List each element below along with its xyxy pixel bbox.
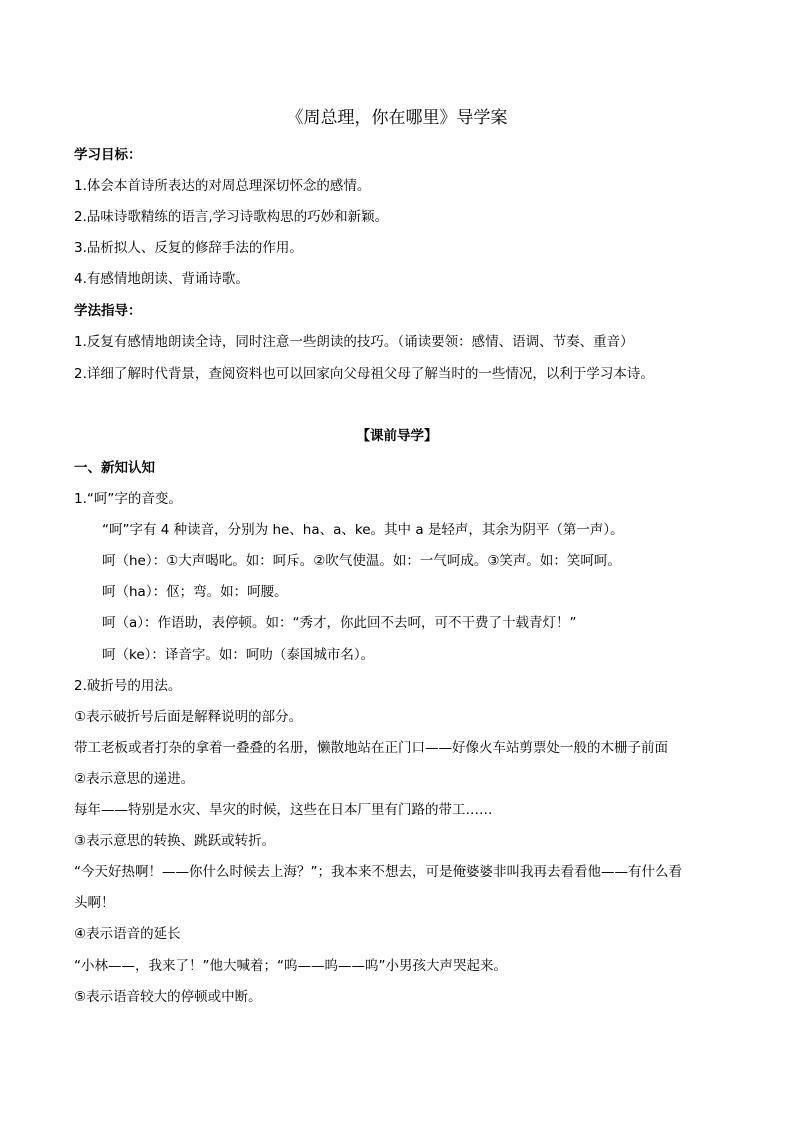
goal-item-4: 4.有感情地朗读、背诵诗歌。 xyxy=(74,271,249,287)
method-item-2: 2.详细了解时代背景，查阅资料也可以回家向父母祖父母了解当时的一些情况，以利于学习本诗。 xyxy=(74,366,654,382)
item2-line-7: 头啊！ xyxy=(74,895,115,911)
item2-line-3: ②表示意思的递进。 xyxy=(74,771,195,787)
goal-item-3: 3.品析拟人、反复的修辞手法的作用。 xyxy=(74,240,303,256)
goal-item-1: 1.体会本首诗所表达的对周总理深切怀念的感情。 xyxy=(74,178,371,194)
item2-line-10: ⑤表示语音较大的停顿或中断。 xyxy=(74,989,262,1005)
doc-title: 《周总理，你在哪里》导学案 xyxy=(286,108,508,128)
section-heading: 【课前导学】 xyxy=(356,428,438,444)
item1-line-3: 呵（ha）：伛；弯。如：呵腰。 xyxy=(102,584,288,600)
method-heading: 学法指导： xyxy=(74,303,142,319)
goals-heading: 学习目标： xyxy=(74,147,142,163)
item2-heading: 2.破折号的用法。 xyxy=(74,678,182,694)
item2-line-1: ①表示破折号后面是解释说明的部分。 xyxy=(74,709,303,725)
goal-item-2: 2.品味诗歌精练的语言,学习诗歌构思的巧妙和新颖。 xyxy=(74,209,389,225)
part1-heading: 一、新知认知 xyxy=(74,460,155,476)
item2-line-9: “小林——，我来了！”他大喊着；“呜——呜——呜”小男孩大声哭起来。 xyxy=(74,958,507,974)
method-item-1: 1.反复有感情地朗读全诗，同时注意一些朗读的技巧。（诵读要领：感情、语调、节奏、重音） xyxy=(74,334,634,350)
item1-heading: 1.“呵”字的音变。 xyxy=(74,491,182,507)
item2-line-5: ③表示意思的转换、跳跃或转折。 xyxy=(74,833,276,849)
item1-line-1: “呵”字有 4 种读音，分别为 he、ha、a、ke。其中 a 是轻声，其余为阴平（第一声）。 xyxy=(102,522,624,538)
item2-line-6: “今天好热啊！——你什么时候去上海？”；我本来不想去，可是俺婆婆非叫我再去看看他——有什么看 xyxy=(74,864,682,880)
item2-line-4: 每年——特别是水灾、旱灾的时候，这些在日本厂里有门路的带工…… xyxy=(74,802,493,818)
item2-line-8: ④表示语音的延长 xyxy=(74,926,181,942)
item1-line-2: 呵（he）：①大声喝叱。如：呵斥。②吹气使温。如：一气呵成。③笑声。如：笑呵呵。 xyxy=(102,553,621,569)
item1-line-5: 呵（ke）：译音字。如：呵叻（泰国城市名）。 xyxy=(102,647,375,663)
item2-line-2: 带工老板或者打杂的拿着一叠叠的名册，懒散地站在正门口——好像火车站剪票处一般的木栅子前面 xyxy=(74,740,668,756)
item1-line-4: 呵（a）：作语助，表停顿。如：“秀才，你此回不去呵，可不干费了十载青灯！” xyxy=(102,615,577,631)
